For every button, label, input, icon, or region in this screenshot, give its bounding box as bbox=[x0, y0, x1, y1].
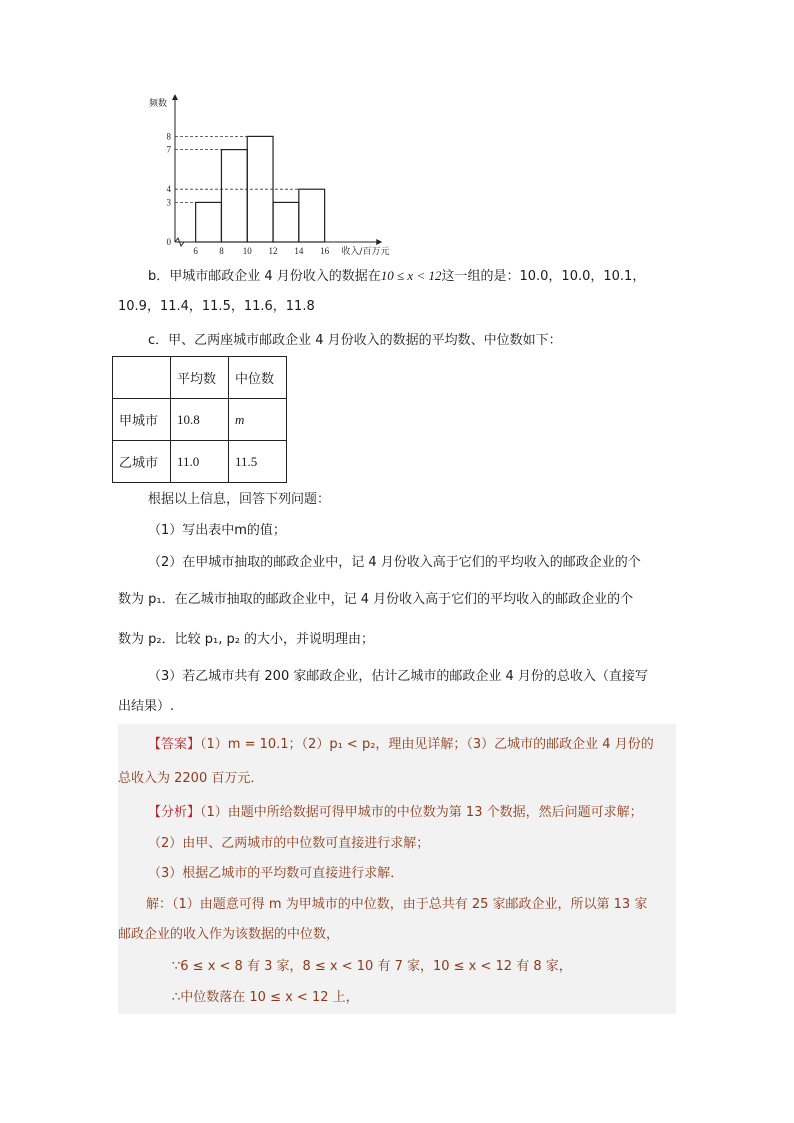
x-tick-label: 10 bbox=[242, 246, 252, 256]
x-axis-label: 收入/百万元 bbox=[341, 247, 390, 257]
x-axis-arrow bbox=[376, 239, 382, 245]
y-tick-label: 7 bbox=[166, 144, 171, 155]
solution-line4: ∴中位数落在 10 ≤ x < 12 上， bbox=[172, 990, 359, 1005]
item-b-inequality: 10 ≤ x < 12 bbox=[380, 268, 442, 283]
answer-text: （1）m = 10.1；（2）p₁ < p₂，理由见详解；（3）乙城市的邮政企业 4 月份的 bbox=[200, 737, 654, 752]
table-cell: 乙城市 bbox=[113, 441, 171, 483]
x-tick-label: 6 bbox=[193, 246, 198, 256]
table-cell: 11.0 bbox=[171, 441, 229, 483]
solution-line3: ∵6 ≤ x < 8 有 3 家，8 ≤ x < 10 有 7 家，10 ≤ x < 12 有 8 家， bbox=[172, 959, 572, 974]
question-2-line1: （2）在甲城市抽取的邮政企业中，记 4 月份收入高于它们的平均收入的邮政企业的个 bbox=[148, 555, 641, 570]
histogram-bar bbox=[221, 150, 247, 242]
question-2-line3: 数为 p₂．比较 p₁, p₂ 的大小，并说明理由； bbox=[118, 632, 375, 647]
frequency-histogram bbox=[140, 90, 470, 265]
answer-line2: 总收入为 2200 百万元． bbox=[118, 771, 264, 786]
x-tick-label: 16 bbox=[320, 246, 330, 256]
y-tick-label: 8 bbox=[166, 131, 171, 142]
table-cell: 甲城市 bbox=[113, 399, 171, 441]
y-axis-label: 频数 bbox=[149, 99, 168, 109]
item-b-line2: 10.9，11.4，11.5，11.6，11.8 bbox=[118, 299, 315, 314]
item-b-line1 bbox=[148, 266, 645, 287]
answer-line1 bbox=[148, 735, 654, 755]
analysis-line3: （3）根据乙城市的平均数可直接进行求解． bbox=[148, 866, 404, 881]
question-1: （1）写出表中m的值； bbox=[148, 523, 286, 538]
question-3-line2: 出结果）. bbox=[118, 699, 175, 714]
answer-label: 【答案】 bbox=[148, 737, 201, 752]
x-tick-label: 8 bbox=[219, 246, 224, 256]
table-header-cell: 平均数 bbox=[171, 357, 229, 399]
question-2-line2: 数为 p₁．在乙城市抽取的邮政企业中，记 4 月份收入高于它们的平均收入的邮政企业的个 bbox=[118, 592, 634, 607]
question-intro: 根据以上信息，回答下列问题： bbox=[148, 492, 331, 507]
statistics-table bbox=[112, 356, 287, 483]
y-tick-label: 0 bbox=[166, 237, 171, 247]
analysis-text: （1）由题中所给数据可得甲城市的中位数为第 13 个数据，然后问题可求解； bbox=[200, 805, 643, 820]
table-cell: 10.8 bbox=[171, 399, 229, 441]
item-b-values: 这一组的是：10.0，10.0，10.1， bbox=[441, 269, 646, 284]
table-row bbox=[113, 441, 287, 483]
histogram-bar bbox=[196, 202, 222, 242]
solution-line1: 解：（1）由题意可得 m 为甲城市的中位数，由于总共有 25 家邮政企业，所以第 13 家 bbox=[146, 897, 648, 912]
table-cell: m bbox=[229, 399, 287, 441]
solution-line2: 邮政企业的收入作为该数据的中位数， bbox=[118, 927, 340, 942]
table-header-cell: 中位数 bbox=[229, 357, 287, 399]
table-row bbox=[113, 399, 287, 441]
analysis-line2: （2）由甲、乙两城市的中位数可直接进行求解； bbox=[148, 836, 430, 851]
y-axis-arrow bbox=[172, 94, 178, 100]
table-cell: 11.5 bbox=[229, 441, 287, 483]
y-tick-label: 4 bbox=[166, 184, 171, 195]
x-tick-label: 14 bbox=[294, 246, 304, 256]
table-header-row bbox=[113, 357, 287, 399]
item-c-line: c．甲、乙两座城市邮政企业 4 月份收入的数据的平均数、中位数如下： bbox=[148, 333, 562, 348]
item-b-prefix: b．甲城市邮政企业 4 月份收入的数据在 bbox=[148, 269, 381, 284]
analysis-line1 bbox=[148, 803, 643, 823]
y-tick-label: 3 bbox=[166, 197, 171, 208]
analysis-label: 【分析】 bbox=[148, 805, 201, 820]
question-3-line1: （3）若乙城市共有 200 家邮政企业，估计乙城市的邮政企业 4 月份的总收入（直接写 bbox=[148, 669, 648, 684]
histogram-bar bbox=[299, 189, 325, 242]
histogram-bar bbox=[273, 202, 299, 242]
table-header-cell bbox=[113, 357, 171, 399]
x-tick-label: 12 bbox=[268, 246, 278, 256]
